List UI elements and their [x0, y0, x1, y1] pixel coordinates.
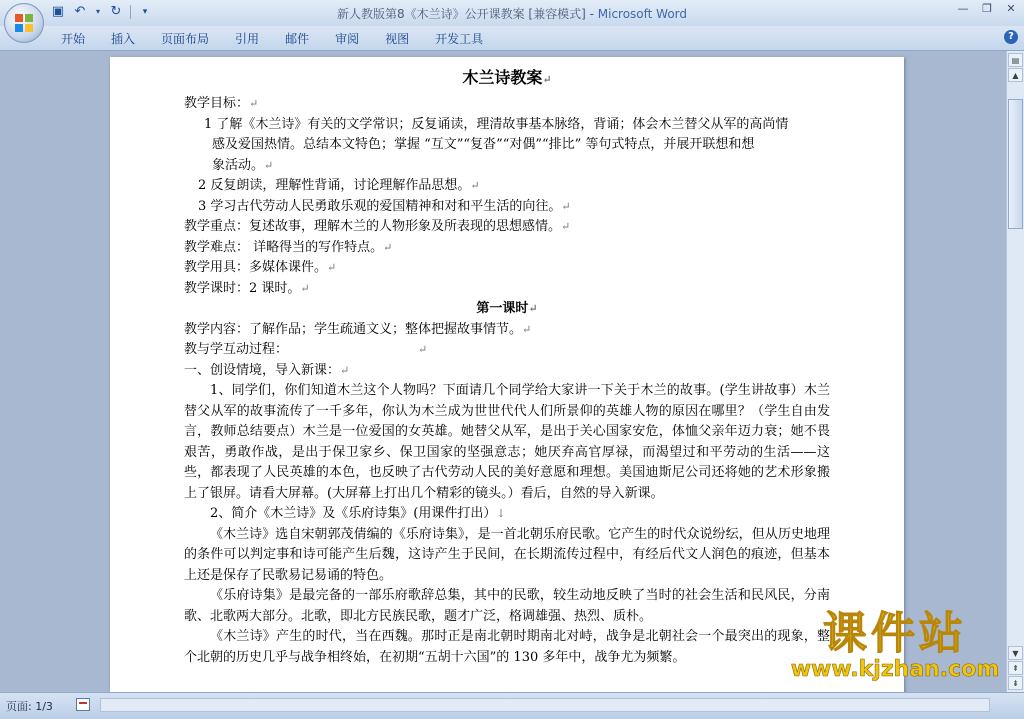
- paragraph-2: 《木兰诗》选自宋朝郭茂倩编的《乐府诗集》，是一首北朝乐府民歌。它产生的时代众说纷纭，但从历史地理的条件可以判定事和诗可能产生后魏，这诗产生于民间，在长期流传过程中，有经后代文人润色的痕迹，但基本上还是保存了民歌易记易诵的特色。: [184, 526, 830, 583]
- save-icon[interactable]: ▣: [51, 4, 65, 19]
- undo-icon[interactable]: ↶: [74, 4, 86, 19]
- watermark: [760, 610, 1024, 690]
- scroll-down-icon[interactable]: ▼: [1008, 646, 1023, 660]
- page-indicator[interactable]: 页面: 1/3: [6, 700, 53, 713]
- office-logo-icon: [14, 13, 34, 33]
- status-bar: [0, 692, 1024, 719]
- watermark-text: 课件站: [823, 608, 967, 659]
- goals-label: 教学目标：↵: [184, 96, 259, 111]
- lesson-1-heading: 第一课时↵: [476, 301, 538, 316]
- document-workspace: [0, 51, 1007, 692]
- vertical-scrollbar[interactable]: [1006, 51, 1024, 692]
- paragraph-1: 1、同学们，你们知道木兰这个人物吗？下面请几个同学给大家讲一下关于木兰的故事。(学生讲故事）木兰替父从军的故事流传了一千多年，你认为木兰成为世世代代人们所景仰的英雄人物的原因在哪里？（学生自由发言，教师总结要点）木兰是一位爱国的女英雄。她替父从军，是出于关心国家安危，体恤父亲年迈力衰；她不畏艰苦，勇敢作战，是出于保卫家乡、保卫国家的坚强意志；她厌弃高官厚禄，而渴望过和平劳动的生活——这些，都表现了人民英雄的本色，也反映了古代劳动人民的美好意愿和理想。美国迪斯尼公司还将她的艺术形象搬上了银屏。请看大屏幕。(大屏幕上打出几个精彩的镜头。）看后，自然的导入新课。: [184, 383, 830, 501]
- customize-toolbar-icon[interactable]: ▾: [142, 7, 148, 17]
- horizontal-scrollbar[interactable]: [100, 698, 990, 712]
- ribbon-tabs: [48, 30, 496, 48]
- close-icon[interactable]: ✕: [1006, 2, 1016, 15]
- goal-1-line-3: 象活动。↵: [212, 157, 274, 173]
- ruler-toggle-icon[interactable]: ▤: [1008, 53, 1023, 67]
- redo-icon[interactable]: ↻: [110, 4, 122, 19]
- document-title-heading: 木兰诗教案↵: [462, 68, 552, 87]
- watermark-url: www.kjzhan.com: [790, 657, 1000, 682]
- tab-review[interactable]: 审阅: [335, 32, 360, 46]
- ribbon: [0, 26, 1024, 51]
- window-controls: [956, 2, 1018, 15]
- teaching-hours: 教学课时：2 课时。↵: [184, 280, 310, 296]
- tab-home[interactable]: 开始: [61, 32, 86, 46]
- next-page-icon[interactable]: ⇟: [1008, 676, 1023, 690]
- scroll-up-icon[interactable]: ▲: [1008, 68, 1023, 82]
- tab-developer[interactable]: 开发工具: [435, 32, 484, 46]
- goal-3: 3 学习古代劳动人民勇敢乐观的爱国精神和对和平生活的向往。↵: [198, 198, 571, 214]
- scroll-thumb[interactable]: [1008, 99, 1023, 229]
- teaching-content: 教学内容：了解作品；学生疏通文义；整体把握故事情节。↵: [184, 321, 532, 337]
- minimize-icon[interactable]: —: [957, 2, 969, 15]
- title-bar: [0, 0, 1024, 27]
- tab-references[interactable]: 引用: [235, 32, 260, 46]
- section-1-heading: 一、创设情境，导入新课：↵: [184, 362, 350, 378]
- intro-2-heading: 2、简介《木兰诗》及《乐府诗集》(用课件打出）↓: [210, 506, 506, 521]
- goal-1-line-2: 感及爱国热情。总结本文特色；掌握 “互文”“复沓”“对偶”“排比” 等句式特点，并展开联想和想: [212, 137, 755, 152]
- document-page[interactable]: [110, 57, 904, 692]
- paragraph-4: 《木兰诗》产生的时代，当在西魏。那时正是南北朝时期南北对峙，战争是北朝社会一个最突出的现象，整个北朝的历史几乎与战争相终始，在初期“五胡十六国”的 130 多年中，战争尤为频繁。: [184, 629, 830, 665]
- previous-page-icon[interactable]: ⇞: [1008, 661, 1023, 675]
- goal-2: 2 反复朗读，理解性背诵，讨论理解作品思想。↵: [198, 178, 480, 193]
- goal-1-line-1: 1 了解《木兰诗》有关的文学常识；反复诵读，理清故事基本脉络，背诵；体会木兰替父从军的高尚情: [204, 116, 789, 132]
- undo-dropdown-icon[interactable]: ▾: [95, 7, 100, 16]
- proofing-icon[interactable]: [76, 698, 90, 711]
- document-body[interactable]: [184, 67, 830, 668]
- teaching-tools: 教学用具：多媒体课件。↵: [184, 260, 337, 275]
- interaction-process: 教与学互动过程： ↵: [184, 342, 428, 357]
- office-button[interactable]: [4, 3, 44, 43]
- window-title: [0, 5, 1024, 22]
- difficult-points: 教学难点： 详略得当的写作特点。↵: [184, 239, 393, 255]
- tab-insert[interactable]: 插入: [111, 32, 136, 46]
- document-title: 新人教版第8《木兰诗》公开课教案 [兼容模式] -: [336, 7, 598, 21]
- key-points: 教学重点：复述故事，理解木兰的人物形象及所表现的思想感情。↵: [184, 219, 571, 234]
- paragraph-3: 《乐府诗集》是最完备的一部乐府歌辞总集，其中的民歌，较生动地反映了当时的社会生活和民风民，分南歌、北歌两大部分。北歌，即北方民族民歌，题才广泛，格调雄强、热烈、质朴。: [184, 588, 830, 624]
- tab-page-layout[interactable]: 页面布局: [161, 32, 210, 46]
- tab-view[interactable]: 视图: [385, 32, 410, 46]
- restore-icon[interactable]: ❐: [982, 2, 992, 15]
- tab-mailings[interactable]: 邮件: [285, 32, 310, 46]
- help-icon[interactable]: ?: [1004, 30, 1018, 44]
- application-name: Microsoft Word: [597, 7, 688, 21]
